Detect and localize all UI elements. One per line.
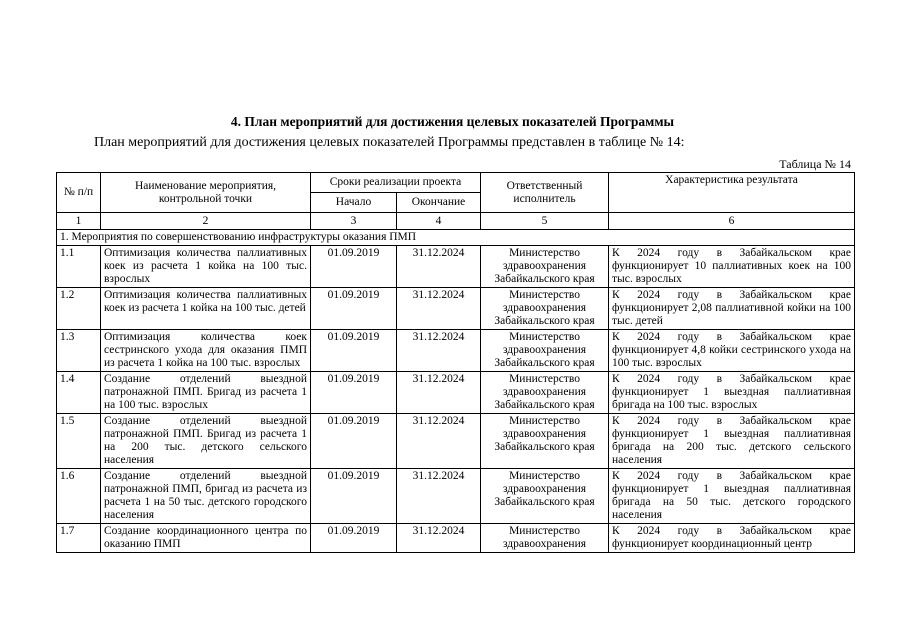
row-result: К 2024 году в Забайкальском крае функционирует 1 выездная паллиативная бригада на 100 тыс. взрослых — [609, 372, 855, 414]
row-result: К 2024 году в Забайкальском крае функционирует 10 паллиативных коек на 100 тыс. взрослых — [609, 246, 855, 288]
row-name: Оптимизация количества паллиативных коек из расчета 1 койка на 100 тыс. детей — [101, 288, 311, 330]
table-row — [57, 246, 855, 288]
column-number: 3 — [311, 213, 397, 230]
row-end: 31.12.2024 — [397, 372, 481, 414]
table-row — [57, 330, 855, 372]
row-name: Создание отделений выездной патронажной ПМП, бригад из расчета из расчета 1 на 50 тыс. детского городского населения — [101, 469, 311, 524]
section-heading: 4. План мероприятий для достижения целевых показателей Программы — [230, 114, 675, 129]
row-responsible: Министерство здравоохранения Забайкальского края — [481, 288, 609, 330]
table-row — [57, 372, 855, 414]
row-num: 1.7 — [57, 524, 101, 553]
row-start: 01.09.2019 — [311, 372, 397, 414]
table-caption: Таблица № 14 — [779, 157, 851, 171]
row-result: К 2024 году в Забайкальском крае функционирует координационный центр — [609, 524, 855, 553]
row-name: Создание координационного центра по оказанию ПМП — [101, 524, 311, 553]
row-end: 31.12.2024 — [397, 414, 481, 469]
column-number: 5 — [481, 213, 609, 230]
row-start: 01.09.2019 — [311, 469, 397, 524]
row-end: 31.12.2024 — [397, 246, 481, 288]
header-result: Характеристика результата — [609, 173, 855, 213]
column-number: 1 — [57, 213, 101, 230]
row-num: 1.3 — [57, 330, 101, 372]
row-num: 1.2 — [57, 288, 101, 330]
header-terms: Сроки реализации проекта — [311, 173, 481, 193]
row-end: 31.12.2024 — [397, 469, 481, 524]
section-row — [57, 230, 855, 246]
row-num: 1.1 — [57, 246, 101, 288]
column-number: 6 — [609, 213, 855, 230]
plan-table — [56, 172, 855, 553]
header-end: Окончание — [397, 193, 481, 213]
row-name: Создание отделений выездной патронажной ПМП. Бригад из расчета 1 на 200 тыс. детского сельского населения — [101, 414, 311, 469]
table-row — [57, 414, 855, 469]
table-row — [57, 288, 855, 330]
row-name: Оптимизация количества коек сестринского ухода для оказания ПМП из расчета 1 койка на 100 тыс. взрослых — [101, 330, 311, 372]
row-result: К 2024 году в Забайкальском крае функционирует 1 выездная паллиативная бригада на 200 тыс. детского сельского населения — [609, 414, 855, 469]
column-number: 2 — [101, 213, 311, 230]
row-end: 31.12.2024 — [397, 330, 481, 372]
header-num: № п/п — [57, 173, 101, 213]
column-number: 4 — [397, 213, 481, 230]
row-responsible: Министерство здравоохранения Забайкальского края — [481, 469, 609, 524]
row-start: 01.09.2019 — [311, 414, 397, 469]
column-number-row — [57, 213, 855, 230]
row-start: 01.09.2019 — [311, 288, 397, 330]
row-responsible: Министерство здравоохранения Забайкальского края — [481, 330, 609, 372]
row-responsible: Министерство здравоохранения Забайкальского края — [481, 414, 609, 469]
table-row — [57, 524, 855, 553]
row-result: К 2024 году в Забайкальском крае функционирует 2,08 паллиативной койки на 100 тыс. детей — [609, 288, 855, 330]
row-start: 01.09.2019 — [311, 524, 397, 553]
row-result: К 2024 году в Забайкальском крае функционирует 4,8 койки сестринского ухода на 100 тыс. взрослых — [609, 330, 855, 372]
row-name: Создание отделений выездной патронажной ПМП. Бригад из расчета 1 на 100 тыс. взрослых — [101, 372, 311, 414]
row-name: Оптимизация количества паллиативных коек из расчета 1 койка на 100 тыс. взрослых — [101, 246, 311, 288]
row-responsible: Министерство здравоохранения Забайкальского края — [481, 372, 609, 414]
row-result: К 2024 году в Забайкальском крае функционирует 1 выездная паллиативная бригада на 50 тыс. детского городского населения — [609, 469, 855, 524]
row-num: 1.5 — [57, 414, 101, 469]
row-start: 01.09.2019 — [311, 246, 397, 288]
row-responsible: Министерство здравоохранения — [481, 524, 609, 553]
section-title: 1. Мероприятия по совершенствованию инфраструктуры оказания ПМП — [57, 230, 855, 246]
table-row — [57, 469, 855, 524]
row-num: 1.4 — [57, 372, 101, 414]
row-end: 31.12.2024 — [397, 524, 481, 553]
row-start: 01.09.2019 — [311, 330, 397, 372]
intro-text: План мероприятий для достижения целевых показателей Программы представлен в таблице № 14: — [94, 135, 685, 150]
header-responsible: Ответственный исполнитель — [481, 173, 609, 213]
header-start: Начало — [311, 193, 397, 213]
header-name: Наименование мероприятия, контрольной точки — [101, 173, 311, 213]
row-responsible: Министерство здравоохранения Забайкальского края — [481, 246, 609, 288]
row-end: 31.12.2024 — [397, 288, 481, 330]
row-num: 1.6 — [57, 469, 101, 524]
